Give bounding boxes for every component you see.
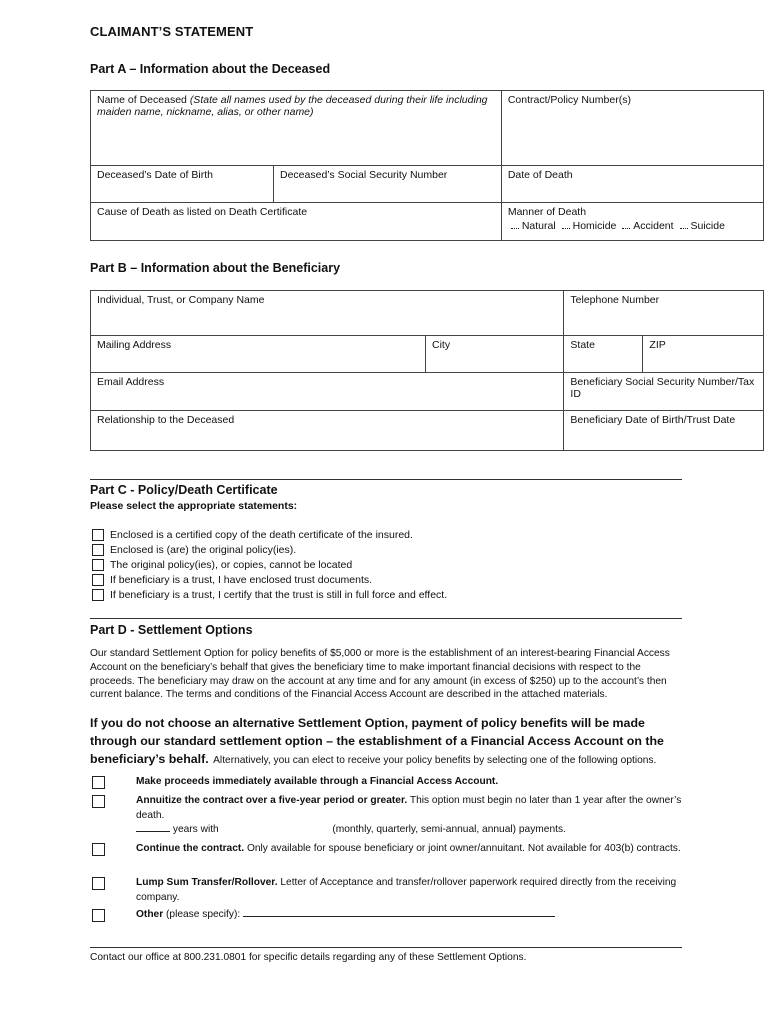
email-field[interactable]: [91, 373, 564, 411]
part-c-subheading: Please select the appropriate statements:: [90, 500, 298, 512]
manner-accident-label: Accident: [633, 220, 674, 232]
settlement-bold-statement: If you do not choose an alternative Settlement Option, payment of policy benefits will be made through our standard settlement option – the establishment of a Financial Access Account on the beneficiary’s behalf.: [90, 716, 664, 766]
part-c-rule: [90, 479, 682, 480]
option-annuitize: [136, 794, 682, 823]
manner-homicide-checkbox[interactable]: [562, 228, 570, 229]
statement-text: Enclosed is (are) the original policy(ies).: [110, 544, 297, 556]
option-title: Annuitize the contract over a five-year period or greater.: [136, 795, 408, 806]
zip-label: ZIP: [649, 339, 666, 351]
deceased-name-field[interactable]: [91, 91, 502, 166]
option-financial-access: [136, 775, 682, 790]
policy-number-field[interactable]: [501, 91, 763, 166]
statement-text: If beneficiary is a trust, I certify that the trust is still in full force and effect.: [110, 589, 448, 601]
option-text: Letter of Acceptance and transfer/rollover paperwork required directly from the receiving company.: [136, 877, 677, 903]
manner-suicide-label: Suicide: [690, 220, 725, 232]
statement-checkbox[interactable]: [92, 559, 104, 571]
date-of-death-field[interactable]: [501, 166, 763, 203]
manner-of-death-field: [501, 203, 763, 241]
option-lump-sum: [136, 876, 682, 905]
beneficiary-dob-label: Beneficiary Date of Birth/Trust Date: [570, 414, 736, 426]
deceased-dob-label: Deceased’s Date of Birth: [97, 169, 213, 181]
deceased-name-note: (State all names used by the deceased during their life including maiden name, nickname, alias, or other name): [97, 94, 488, 118]
beneficiary-dob-field[interactable]: [564, 411, 764, 451]
years-with-label: years with: [172, 824, 219, 835]
option-checkbox[interactable]: [92, 877, 105, 890]
beneficiary-name-label: Individual, Trust, or Company Name: [97, 294, 265, 306]
deceased-ssn-field[interactable]: [274, 166, 502, 203]
manner-of-death-label: Manner of Death: [507, 206, 587, 218]
manner-suicide-checkbox[interactable]: [680, 228, 688, 229]
beneficiary-ssn-field[interactable]: [564, 373, 764, 411]
email-label: Email Address: [97, 376, 165, 388]
city-label: City: [432, 339, 451, 351]
zip-field[interactable]: [643, 336, 764, 373]
footer-contact: Contact our office at 800.231.0801 for specific details regarding any of these Settlement Options.: [90, 952, 527, 963]
manner-homicide-label: Homicide: [572, 220, 617, 232]
date-of-death-label: Date of Death: [507, 169, 573, 181]
option-title: Other: [136, 909, 164, 920]
option-checkbox[interactable]: [92, 909, 105, 922]
statement-text: If beneficiary is a trust, I have enclosed trust documents.: [110, 574, 373, 586]
footer-rule: [90, 947, 682, 948]
part-a-table: [90, 90, 764, 241]
deceased-dob-field[interactable]: [91, 166, 274, 203]
part-b-table: [90, 290, 764, 451]
other-specify-input[interactable]: [243, 916, 555, 917]
part-d-rule: [90, 618, 682, 619]
option-text: This option must begin no later than 1 year after the owner’s death.: [136, 795, 682, 821]
relationship-label: Relationship to the Deceased: [97, 414, 235, 426]
mailing-address-field[interactable]: [91, 336, 426, 373]
settlement-alternative-note: Alternatively, you can elect to receive your policy benefits by selecting one of the following options.: [213, 755, 657, 766]
years-input[interactable]: [136, 831, 170, 832]
mailing-address-label: Mailing Address: [97, 339, 172, 351]
manner-natural-label: Natural: [521, 220, 556, 232]
settlement-statement: [90, 714, 682, 768]
settlement-intro: Our standard Settlement Option for policy benefits of $5,000 or more is the establishment of an interest-bearing Financial Access Account on the beneficiary’s behalf that gives the beneficiary time to make important financial decisions with respect to the proceeds. The beneficiary may draw on the account at any time and for any amount (in excess of $250) up to the account’s then current balance. The terms and conditions of the Financial Access Account are described in the attached materials.: [90, 648, 670, 701]
option-title: Lump Sum Transfer/Rollover.: [136, 877, 278, 888]
statement-checkbox[interactable]: [92, 574, 104, 586]
part-c-heading: Part C - Policy/Death Certificate: [90, 483, 278, 497]
statement-text: The original policy(ies), or copies, cannot be located: [110, 559, 353, 571]
part-c-checklist: [92, 528, 447, 603]
form-title: CLAIMANT’S STATEMENT: [90, 24, 254, 39]
beneficiary-name-field[interactable]: [91, 291, 564, 336]
option-text: Only available for spouse beneficiary or joint owner/annuitant. Not available for 403(b) contracts.: [246, 843, 681, 854]
option-text: (please specify):: [166, 909, 241, 920]
part-b-heading: Part B – Information about the Beneficiary: [90, 261, 341, 275]
statement-checkbox[interactable]: [92, 589, 104, 601]
state-field[interactable]: [564, 336, 643, 373]
manner-natural-checkbox[interactable]: [511, 228, 519, 229]
part-a-heading: Part A – Information about the Deceased: [90, 62, 331, 76]
option-other: [136, 908, 682, 923]
statement-item: [92, 588, 447, 603]
statement-item: [92, 543, 447, 558]
statement-checkbox[interactable]: [92, 529, 104, 541]
beneficiary-ssn-label: Beneficiary Social Security Number/Tax ID: [570, 376, 755, 400]
policy-number-label: Contract/Policy Number(s): [507, 94, 631, 106]
part-d-heading: Part D - Settlement Options: [90, 623, 253, 637]
city-field[interactable]: [426, 336, 564, 373]
option-title: Make proceeds immediately available through a Financial Access Account.: [136, 776, 499, 787]
relationship-field[interactable]: [91, 411, 564, 451]
statement-checkbox[interactable]: [92, 544, 104, 556]
annuity-period-row: [136, 823, 682, 838]
option-title: Continue the contract.: [136, 843, 245, 854]
telephone-label: Telephone Number: [570, 294, 660, 306]
deceased-ssn-label: Deceased’s Social Security Number: [280, 169, 448, 181]
deceased-name-label: Name of Deceased: [97, 94, 187, 106]
option-checkbox[interactable]: [92, 843, 105, 856]
cause-of-death-label: Cause of Death as listed on Death Certificate: [97, 206, 308, 218]
state-label: State: [570, 339, 595, 351]
telephone-field[interactable]: [564, 291, 764, 336]
cause-of-death-field[interactable]: [91, 203, 502, 241]
payment-frequency-label: (monthly, quarterly, semi-annual, annual) payments.: [332, 824, 566, 835]
statement-item: [92, 528, 447, 543]
option-checkbox[interactable]: [92, 776, 105, 789]
manner-accident-checkbox[interactable]: [622, 228, 630, 229]
option-checkbox[interactable]: [92, 795, 105, 808]
statement-text: Enclosed is a certified copy of the death certificate of the insured.: [110, 529, 413, 541]
option-continue-contract: [136, 842, 682, 857]
statement-item: [92, 558, 447, 573]
statement-item: [92, 573, 447, 588]
